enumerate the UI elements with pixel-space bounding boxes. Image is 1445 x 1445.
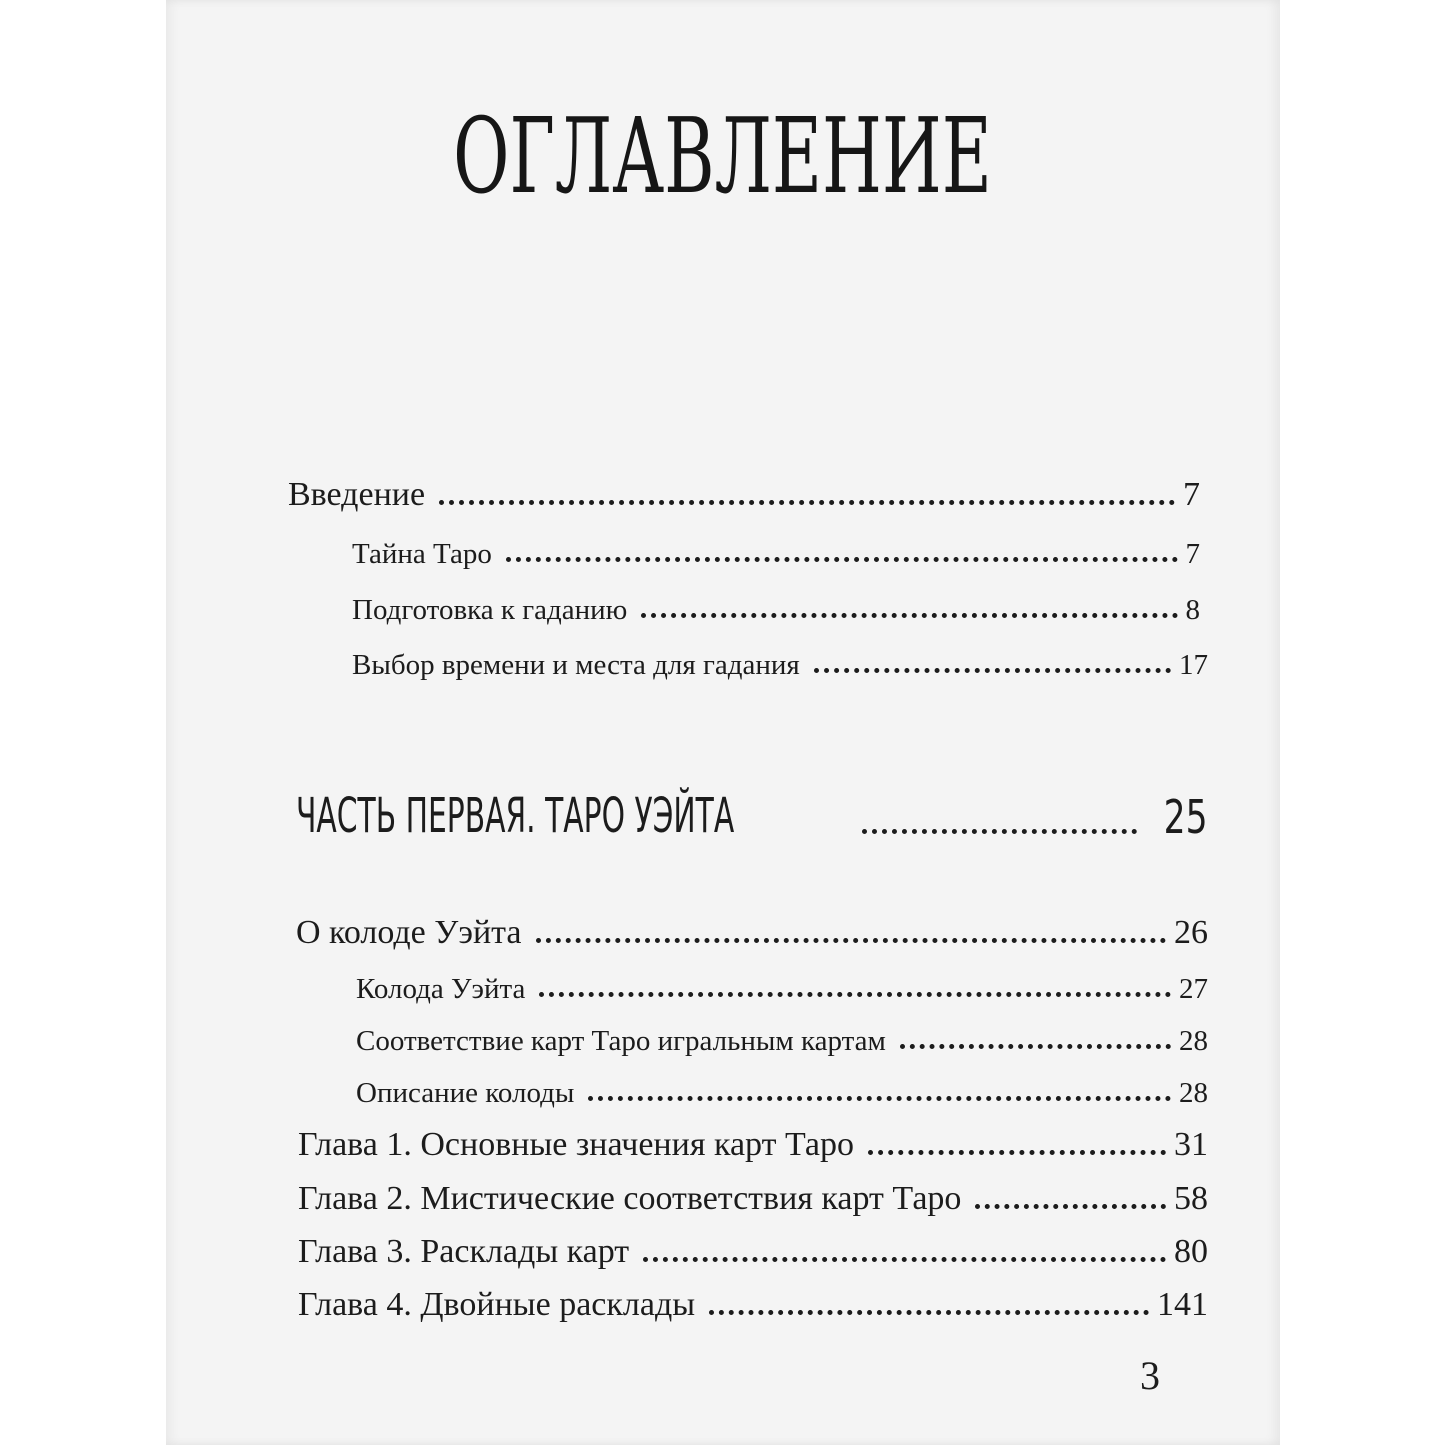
toc-part-heading bbox=[296, 784, 1208, 844]
toc-entry-label: Глава 1. Основные значения карт Таро bbox=[298, 1126, 854, 1163]
part-heading-label: ЧАСТЬ ПЕРВАЯ. ТАРО УЭЙТА bbox=[296, 788, 735, 844]
toc-entry-label: О колоде Уэйта bbox=[296, 914, 522, 951]
toc-leader-dots bbox=[900, 1044, 1171, 1049]
toc-entry-chapter-2 bbox=[298, 1174, 1208, 1218]
toc-entry-time-place bbox=[352, 638, 1208, 682]
toc-entry-label: Колода Уэйта bbox=[356, 973, 526, 1005]
toc-leader-dots bbox=[814, 668, 1171, 673]
toc-leader-dots bbox=[868, 1150, 1166, 1155]
toc-entry-label: Глава 4. Двойные расклады bbox=[298, 1286, 696, 1323]
toc-entry-preparation bbox=[352, 583, 1200, 627]
toc-entry-page: 58 bbox=[1174, 1180, 1208, 1217]
toc-leader-dots bbox=[641, 613, 1177, 618]
toc-entry-label: Введение bbox=[288, 476, 426, 513]
toc-entry-chapter-4 bbox=[298, 1280, 1208, 1324]
toc-entry-waite-deck-about bbox=[296, 908, 1208, 952]
toc-leader-dots bbox=[536, 938, 1167, 943]
toc-entry-label: Описание колоды bbox=[356, 1077, 575, 1109]
toc-leader-dots bbox=[506, 557, 1178, 562]
toc-entry-label: Выбор времени и места для гадания bbox=[352, 649, 800, 681]
toc-entry-label: Тайна Таро bbox=[352, 538, 492, 570]
toc-entry-page: 28 bbox=[1179, 1025, 1208, 1057]
toc-entry-page: 28 bbox=[1179, 1077, 1208, 1109]
page-number: 3 bbox=[1140, 1353, 1160, 1398]
toc-leader-dots bbox=[862, 829, 1137, 834]
toc-entry-page: 17 bbox=[1179, 649, 1208, 681]
part-heading-page: 25 bbox=[1164, 790, 1208, 844]
toc-entry-page: 80 bbox=[1174, 1233, 1208, 1270]
toc-leader-dots bbox=[439, 500, 1175, 505]
toc-entry-introduction bbox=[288, 470, 1200, 514]
toc-entry-chapter-3 bbox=[298, 1227, 1208, 1271]
toc-title: ОГЛАВЛЕНИЕ bbox=[453, 95, 992, 217]
toc-entry-waite-deck bbox=[356, 962, 1208, 1006]
toc-entry-page: 7 bbox=[1185, 538, 1200, 570]
toc-entry-page: 26 bbox=[1174, 914, 1208, 951]
toc-leader-dots bbox=[588, 1096, 1171, 1101]
toc-entry-page: 31 bbox=[1174, 1126, 1208, 1163]
toc-entry-page: 27 bbox=[1179, 973, 1208, 1005]
toc-leader-dots bbox=[539, 992, 1171, 997]
toc-entry-page: 8 bbox=[1185, 594, 1200, 626]
toc-entry-label: Подготовка к гаданию bbox=[352, 594, 628, 626]
toc-entry-page: 141 bbox=[1157, 1286, 1208, 1323]
toc-entry-chapter-1 bbox=[298, 1120, 1208, 1164]
toc-entry-correspondence bbox=[356, 1014, 1208, 1058]
toc-leader-dots bbox=[643, 1257, 1166, 1262]
toc-entry-page: 7 bbox=[1183, 476, 1200, 513]
toc-entry-label: Соответствие карт Таро игральным картам bbox=[356, 1025, 886, 1057]
toc-leader-dots bbox=[975, 1204, 1166, 1209]
toc-entry-deck-description bbox=[356, 1066, 1208, 1110]
toc-entry-tarot-secret bbox=[352, 527, 1200, 571]
toc-entry-label: Глава 2. Мистические соответствия карт Таро bbox=[298, 1180, 962, 1217]
toc-entry-label: Глава 3. Расклады карт bbox=[298, 1233, 630, 1270]
toc-leader-dots bbox=[709, 1310, 1149, 1315]
